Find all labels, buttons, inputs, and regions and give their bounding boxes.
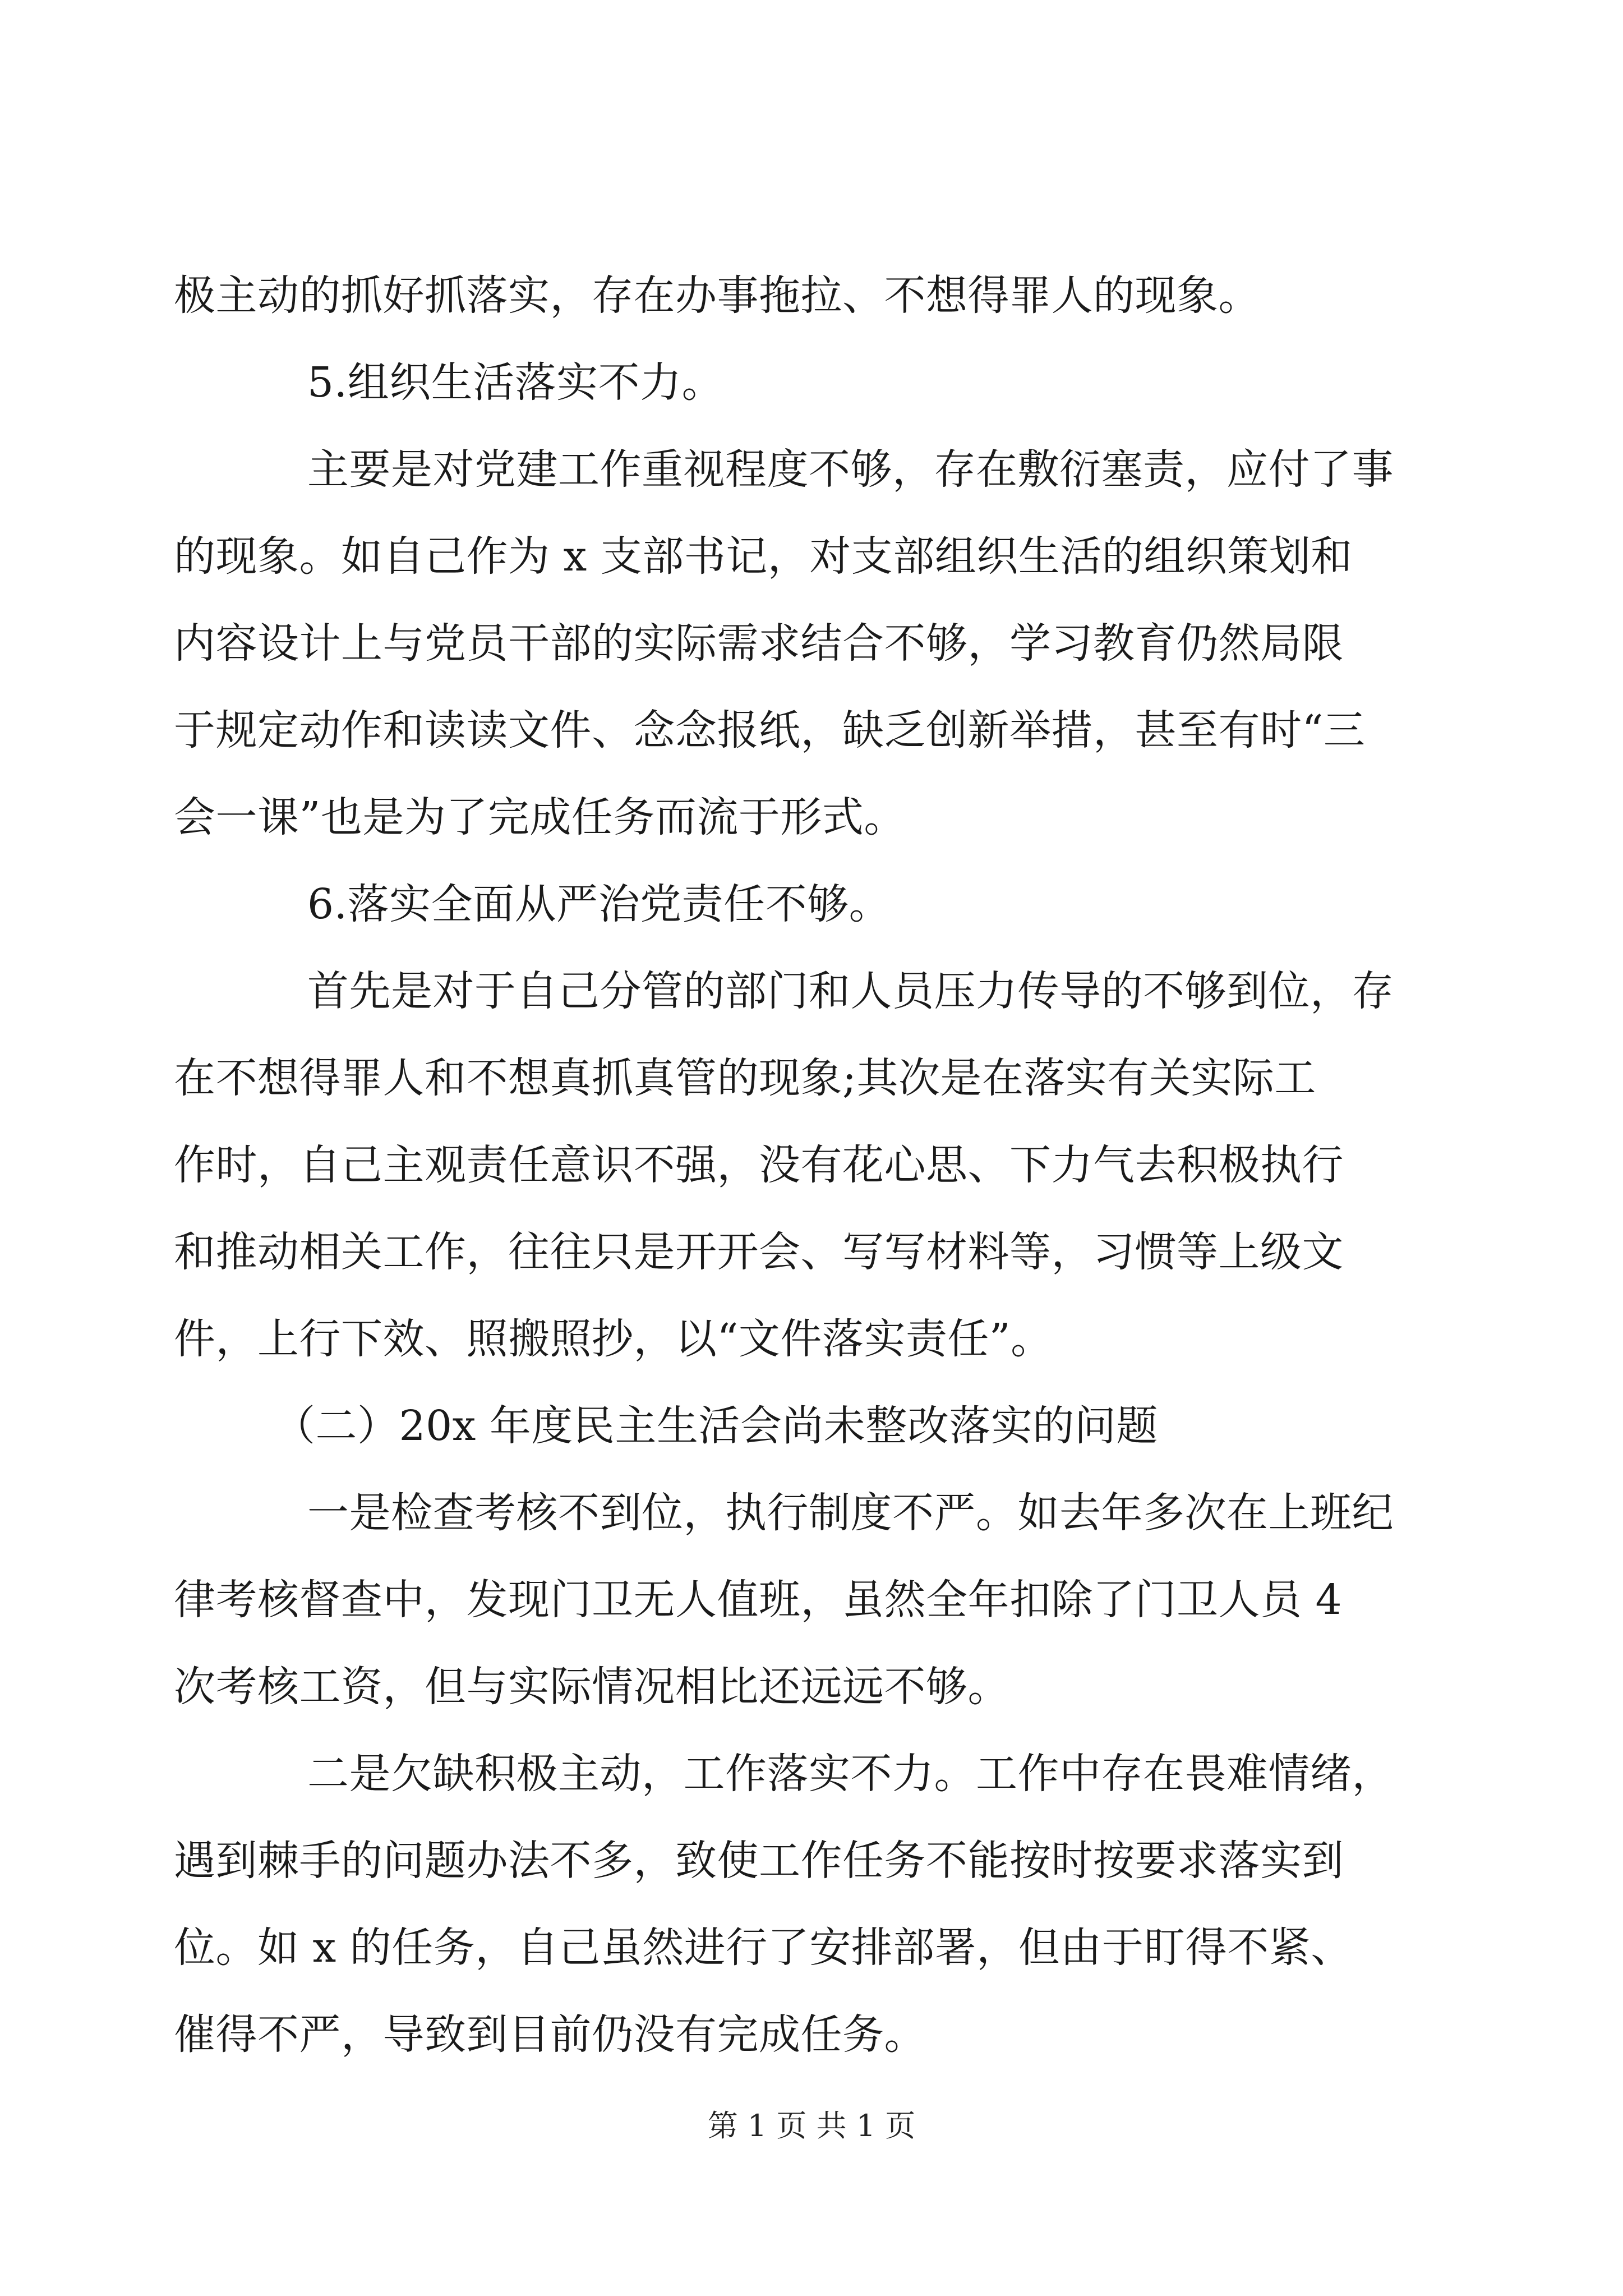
paragraph-line: 一是检查考核不到位，执行制度不严。如去年多次在上班纪 [307, 1489, 1394, 1537]
paragraph-line: 内容设计上与党员干部的实际需求结合不够，学习教育仍然局限 [174, 619, 1344, 668]
paragraph-line: 位。如 x 的任务，自己虽然进行了安排部署，但由于盯得不紧、 [174, 1924, 1353, 1972]
paragraph-line: 作时，自己主观责任意识不强，没有花心思、下力气去积极执行 [174, 1141, 1344, 1189]
section-heading: （二）20x 年度民主生活会尚未整改落实的问题 [274, 1402, 1158, 1450]
paragraph-line: 首先是对于自己分管的部门和人员压力传导的不够到位，存 [307, 967, 1394, 1015]
paragraph-line: 次考核工资，但与实际情况相比还远远不够。 [174, 1663, 1009, 1711]
paragraph-line: 件，上行下效、照搬照抄，以“文件落实责任”。 [174, 1315, 1053, 1363]
page-footer: 第 1 页 共 1 页 [707, 2108, 916, 2143]
document-body [174, 252, 1447, 2078]
paragraph-line: 二是欠缺积极主动，工作落实不力。工作中存在畏难情绪， [307, 1750, 1394, 1798]
paragraph-line: 会一课”也是为了完成任务而流于形式。 [174, 793, 906, 841]
paragraph-line: 在不想得罪人和不想真抓真管的现象;其次是在落实有关实际工 [174, 1054, 1316, 1102]
paragraph-line: 催得不严，导致到目前仍没有完成任务。 [174, 2010, 926, 2059]
paragraph-line: 于规定动作和读读文件、念念报纸，缺乏创新举措，甚至有时“三 [174, 706, 1366, 754]
text-line: 极主动的抓好抓落实，存在办事拖拉、不想得罪人的现象。 [174, 272, 1260, 320]
section-heading: 5.组织生活落实不力。 [307, 358, 724, 407]
paragraph-line: 主要是对党建工作重视程度不够，存在敷衍塞责，应付了事 [307, 445, 1394, 494]
paragraph-line: 律考核督查中，发现门卫无人值班，虽然全年扣除了门卫人员 4 [174, 1576, 1343, 1624]
paragraph-line: 的现象。如自己作为 x 支部书记，对支部组织生活的组织策划和 [174, 532, 1353, 581]
paragraph-line: 遇到棘手的问题办法不多，致使工作任务不能按时按要求落实到 [174, 1837, 1344, 1885]
paragraph-line: 和推动相关工作，往往只是开开会、写写材料等，习惯等上级文 [174, 1228, 1344, 1276]
section-heading: 6.落实全面从严治党责任不够。 [307, 880, 891, 928]
